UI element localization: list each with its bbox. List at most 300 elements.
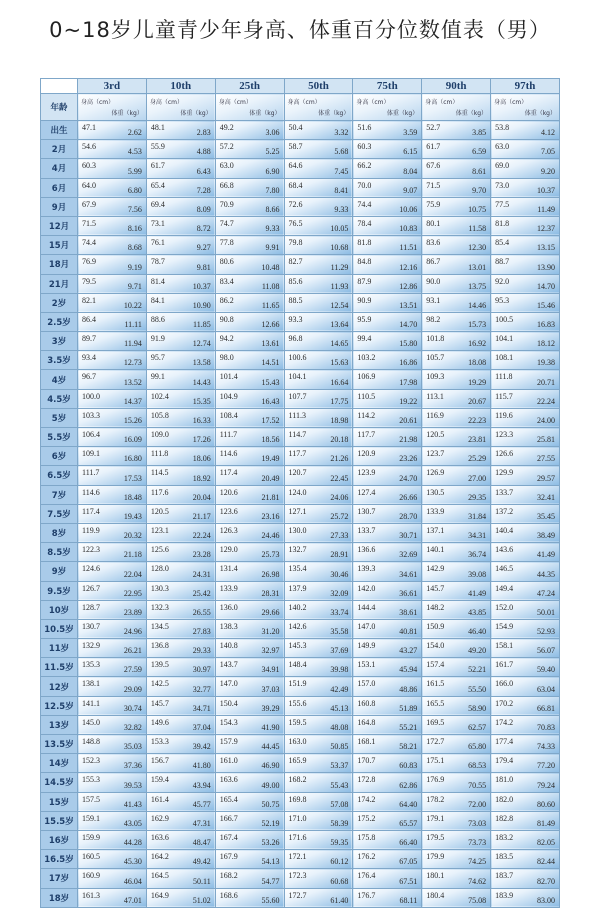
height-value: 140.4 (495, 525, 514, 535)
value-cell (215, 773, 284, 792)
weight-value: 9.91 (265, 243, 280, 253)
weight-value: 17.98 (399, 377, 418, 387)
value-cell (215, 370, 284, 389)
value-cell (353, 466, 422, 485)
age-cell: 14岁 (41, 754, 78, 773)
height-value: 110.5 (357, 391, 376, 401)
weight-value: 79.24 (537, 780, 555, 790)
value-cell (491, 562, 560, 581)
value-cell (215, 447, 284, 466)
height-value: 163.6 (219, 775, 238, 785)
value-cell (284, 428, 353, 447)
height-value: 155.6 (288, 698, 307, 708)
table-row (41, 332, 560, 351)
table-row (41, 888, 560, 907)
weight-value: 48.47 (192, 838, 211, 848)
value-cell (146, 735, 215, 754)
height-value: 174.2 (357, 794, 376, 804)
height-value: 183.5 (495, 852, 514, 862)
value-cell (353, 830, 422, 849)
height-value: 50.4 (288, 123, 303, 132)
height-value: 160.5 (82, 852, 100, 862)
height-value: 69.4 (150, 199, 165, 209)
age-cell: 9.5岁 (41, 581, 78, 600)
height-value: 182.0 (495, 794, 514, 804)
weight-value: 21.26 (330, 454, 349, 464)
height-value: 167.4 (219, 832, 238, 842)
value-cell (491, 773, 560, 792)
weight-value: 15.63 (330, 358, 349, 368)
unit-header-cell (146, 94, 215, 121)
height-value: 52.7 (426, 123, 441, 132)
weight-value: 6.15 (403, 147, 418, 157)
height-value: 114.7 (288, 430, 307, 439)
value-cell (78, 581, 147, 600)
height-value: 140.1 (426, 545, 445, 555)
height-value: 145.7 (426, 583, 445, 593)
weight-value: 83.00 (537, 895, 555, 905)
weight-value: 9.70 (472, 185, 487, 195)
value-cell (146, 370, 215, 389)
value-cell (78, 677, 147, 696)
value-cell (491, 408, 560, 427)
value-cell (78, 543, 147, 562)
height-value: 137.2 (495, 506, 514, 516)
weight-value: 28.31 (261, 588, 280, 598)
value-cell (78, 370, 147, 389)
value-cell (215, 888, 284, 907)
value-cell (78, 773, 147, 792)
height-value: 140.2 (288, 602, 307, 612)
height-value: 159.5 (288, 717, 307, 727)
value-cell (422, 888, 491, 907)
weight-value: 9.33 (265, 224, 280, 234)
height-value: 53.8 (495, 123, 510, 132)
weight-value: 4.12 (541, 128, 555, 138)
age-cell: 3岁 (41, 332, 78, 351)
weight-value: 15.73 (468, 320, 487, 330)
height-value: 183.2 (495, 832, 514, 842)
weight-unit-label: 体重（kg） (318, 110, 350, 117)
weight-value: 11.51 (399, 243, 418, 253)
weight-value: 19.38 (537, 358, 555, 368)
value-cell (78, 869, 147, 888)
weight-value: 18.98 (330, 416, 349, 425)
value-cell (284, 830, 353, 849)
table-row (41, 754, 560, 773)
weight-value: 68.11 (399, 895, 418, 905)
height-value: 111.7 (219, 430, 238, 439)
weight-value: 18.08 (468, 358, 487, 368)
value-cell (491, 850, 560, 869)
height-value: 104.9 (219, 391, 238, 401)
height-value: 106.9 (357, 372, 376, 382)
value-cell (353, 216, 422, 235)
weight-value: 37.03 (261, 684, 280, 694)
unit-header-cell (215, 94, 284, 121)
height-value: 88.5 (288, 295, 303, 305)
age-cell: 7.5岁 (41, 504, 78, 523)
age-cell: 14.5岁 (41, 773, 78, 792)
weight-value: 9.20 (541, 166, 555, 176)
percentile-header: 50th (284, 79, 353, 94)
weight-value: 26.98 (261, 569, 280, 579)
height-value: 71.5 (426, 180, 441, 190)
weight-value: 55.43 (330, 780, 349, 790)
height-value: 64.0 (82, 180, 96, 190)
age-cell: 5.5岁 (41, 428, 78, 447)
height-value: 73.0 (495, 180, 510, 190)
height-value: 88.6 (150, 314, 165, 324)
weight-value: 41.80 (192, 761, 211, 771)
age-cell: 8岁 (41, 523, 78, 542)
weight-value: 8.09 (196, 204, 211, 214)
height-value: 83.6 (426, 238, 441, 248)
height-value: 120.7 (288, 468, 307, 478)
weight-value: 57.08 (330, 799, 349, 809)
age-cell: 2月 (41, 140, 78, 159)
height-value: 103.2 (357, 353, 376, 363)
value-cell (353, 159, 422, 178)
table-row (41, 869, 560, 888)
weight-value: 25.73 (261, 550, 280, 560)
height-value: 123.7 (426, 449, 445, 459)
value-cell (284, 888, 353, 907)
weight-value: 12.30 (468, 243, 487, 253)
value-cell (215, 274, 284, 293)
height-value: 78.7 (150, 257, 165, 267)
value-cell (215, 619, 284, 638)
value-cell (78, 389, 147, 408)
weight-value: 13.01 (468, 262, 487, 272)
value-cell (146, 811, 215, 830)
weight-value: 53.26 (261, 838, 280, 848)
height-value: 165.9 (288, 756, 307, 766)
value-cell (353, 677, 422, 696)
value-cell (491, 428, 560, 447)
table-row (41, 773, 560, 792)
height-value: 86.2 (219, 295, 234, 305)
weight-value: 27.83 (192, 627, 211, 637)
value-cell (78, 197, 147, 216)
weight-value: 17.53 (123, 473, 142, 483)
table-body (41, 121, 560, 908)
value-cell (146, 581, 215, 600)
weight-value: 55.60 (261, 895, 280, 905)
value-cell (284, 447, 353, 466)
height-value: 111.8 (495, 372, 513, 382)
weight-value: 24.06 (330, 492, 349, 502)
weight-value: 54.77 (261, 876, 280, 886)
weight-value: 60.83 (399, 761, 418, 771)
height-value: 63.0 (495, 142, 510, 152)
age-cell: 15.5岁 (41, 811, 78, 830)
height-value: 159.9 (82, 832, 100, 842)
height-value: 142.6 (288, 621, 307, 631)
value-cell (215, 351, 284, 370)
value-cell (491, 811, 560, 830)
value-cell (491, 504, 560, 523)
height-value: 117.6 (150, 487, 169, 497)
age-cell: 4.5岁 (41, 389, 78, 408)
weight-value: 20.67 (468, 396, 487, 406)
value-cell (422, 485, 491, 504)
height-value: 142.0 (357, 583, 376, 593)
value-cell (284, 581, 353, 600)
weight-value: 34.61 (399, 569, 418, 579)
weight-value: 21.98 (399, 435, 418, 445)
weight-value: 18.56 (261, 435, 280, 445)
weight-value: 42.49 (330, 684, 349, 694)
value-cell (422, 293, 491, 312)
value-cell (422, 140, 491, 159)
weight-value: 22.04 (123, 569, 142, 579)
height-value: 161.3 (82, 890, 100, 900)
height-value: 70.0 (357, 180, 372, 190)
weight-value: 15.46 (537, 300, 555, 310)
height-value: 93.1 (426, 295, 441, 305)
height-value: 135.3 (82, 660, 100, 670)
value-cell (146, 773, 215, 792)
weight-value: 12.66 (261, 320, 280, 330)
value-cell (146, 696, 215, 715)
unit-header-row (41, 94, 560, 121)
value-cell (491, 677, 560, 696)
weight-value: 22.23 (468, 416, 487, 425)
height-value: 117.7 (288, 449, 307, 459)
weight-value: 38.49 (537, 531, 555, 541)
value-cell (353, 293, 422, 312)
height-value: 120.5 (426, 430, 445, 439)
age-cell: 5岁 (41, 408, 78, 427)
height-value: 77.5 (495, 199, 510, 209)
table-row (41, 274, 560, 293)
age-cell: 8.5岁 (41, 543, 78, 562)
weight-value: 65.80 (468, 742, 487, 752)
weight-value: 67.51 (399, 876, 418, 886)
weight-value: 11.29 (330, 262, 349, 272)
height-value: 145.0 (82, 717, 100, 727)
weight-value: 9.71 (127, 281, 142, 291)
weight-value: 13.61 (261, 339, 280, 349)
weight-value: 82.44 (537, 857, 555, 867)
value-cell (78, 485, 147, 504)
value-cell (422, 562, 491, 581)
height-value: 48.1 (150, 123, 165, 132)
height-value: 165.4 (219, 794, 238, 804)
value-cell (422, 370, 491, 389)
height-value: 157.9 (219, 737, 238, 746)
value-cell (146, 792, 215, 811)
height-value: 171.0 (288, 813, 307, 823)
value-cell (491, 735, 560, 754)
weight-unit-label: 体重（kg） (524, 110, 556, 117)
height-value: 90.0 (426, 276, 441, 286)
height-value: 129.9 (495, 468, 514, 478)
value-cell (353, 581, 422, 600)
height-value: 111.8 (150, 449, 169, 459)
height-value: 181.0 (495, 775, 514, 785)
weight-value: 39.42 (192, 742, 211, 752)
value-cell (491, 466, 560, 485)
weight-value: 12.73 (123, 358, 142, 368)
age-cell: 13.5岁 (41, 735, 78, 754)
weight-value: 52.19 (261, 818, 280, 828)
height-value: 157.4 (426, 660, 445, 670)
value-cell (422, 600, 491, 619)
height-value: 96.8 (288, 334, 303, 344)
age-cell: 12.5岁 (41, 696, 78, 715)
weight-value: 13.52 (123, 377, 142, 387)
weight-value: 47.24 (537, 588, 555, 598)
value-cell (491, 255, 560, 274)
weight-unit-label: 体重（kg） (111, 110, 143, 117)
value-cell (146, 677, 215, 696)
height-value: 172.3 (288, 871, 307, 881)
value-cell (491, 236, 560, 255)
value-cell (146, 869, 215, 888)
weight-value: 32.77 (192, 684, 211, 694)
height-value: 81.8 (357, 238, 372, 248)
weight-value: 47.01 (123, 895, 142, 905)
height-value: 127.1 (288, 506, 307, 516)
weight-value: 29.57 (537, 473, 555, 483)
value-cell (146, 888, 215, 907)
value-cell (146, 619, 215, 638)
table-row (41, 735, 560, 754)
height-value: 94.2 (219, 334, 234, 344)
value-cell (284, 869, 353, 888)
weight-value: 66.81 (537, 703, 555, 713)
weight-value: 48.08 (330, 723, 349, 732)
height-value: 123.3 (495, 430, 514, 439)
height-value: 167.9 (219, 852, 238, 862)
value-cell (215, 735, 284, 754)
weight-value: 45.77 (192, 799, 211, 809)
height-value: 172.1 (288, 852, 307, 862)
weight-value: 56.07 (537, 646, 555, 656)
weight-value: 13.90 (537, 262, 555, 272)
value-cell (146, 658, 215, 677)
value-cell (491, 370, 560, 389)
value-cell (284, 523, 353, 542)
value-cell (353, 332, 422, 351)
weight-value: 41.43 (123, 799, 142, 809)
height-value: 123.6 (219, 506, 238, 516)
weight-value: 29.33 (192, 646, 211, 656)
height-value: 63.0 (219, 161, 234, 171)
weight-value: 10.48 (261, 262, 280, 272)
weight-value: 31.20 (261, 627, 280, 637)
value-cell (215, 332, 284, 351)
height-value: 86.7 (426, 257, 441, 267)
height-value: 149.4 (495, 583, 514, 593)
height-value: 180.4 (426, 890, 445, 900)
weight-value: 47.31 (192, 818, 211, 828)
value-cell (353, 178, 422, 197)
weight-value: 60.12 (330, 857, 349, 867)
table-row (41, 428, 560, 447)
weight-value: 35.58 (330, 627, 349, 637)
weight-value: 43.27 (399, 646, 418, 656)
height-value: 96.7 (82, 372, 96, 382)
height-value: 166.0 (495, 679, 514, 689)
height-value: 183.9 (495, 890, 514, 900)
age-cell: 3.5岁 (41, 351, 78, 370)
height-value: 84.8 (357, 257, 372, 267)
value-cell (422, 792, 491, 811)
value-cell (284, 236, 353, 255)
weight-value: 10.37 (192, 281, 211, 291)
table-row (41, 351, 560, 370)
weight-value: 27.59 (123, 665, 142, 675)
height-value: 95.3 (495, 295, 510, 305)
weight-value: 49.00 (261, 780, 280, 790)
age-column-header: 年龄 (41, 94, 78, 121)
percentile-header: 10th (146, 79, 215, 94)
weight-value: 10.06 (399, 204, 418, 214)
height-unit-label: 身高（cm） (356, 99, 390, 106)
value-cell (146, 504, 215, 523)
age-cell: 18月 (41, 255, 78, 274)
height-value: 101.8 (426, 334, 445, 344)
weight-value: 10.90 (192, 300, 211, 310)
table-row (41, 830, 560, 849)
age-cell: 17岁 (41, 869, 78, 888)
value-cell (491, 581, 560, 600)
value-cell (78, 216, 147, 235)
value-cell (284, 255, 353, 274)
table-row (41, 216, 560, 235)
value-cell (422, 543, 491, 562)
age-cell: 12岁 (41, 677, 78, 696)
height-value: 51.6 (357, 123, 372, 132)
weight-value: 35.03 (123, 742, 142, 752)
height-value: 159.1 (82, 813, 100, 823)
value-cell (215, 159, 284, 178)
height-value: 171.6 (288, 832, 307, 842)
value-cell (491, 197, 560, 216)
height-value: 178.2 (426, 794, 445, 804)
height-value: 127.4 (357, 487, 376, 497)
height-value: 149.9 (357, 641, 376, 651)
height-value: 123.1 (150, 525, 169, 535)
height-value: 128.0 (150, 564, 169, 574)
weight-value: 60.68 (330, 876, 349, 886)
weight-value: 20.61 (399, 416, 418, 425)
value-cell (422, 869, 491, 888)
weight-value: 12.86 (399, 281, 418, 291)
height-value: 98.2 (426, 314, 441, 324)
height-unit-label: 身高（cm） (425, 99, 459, 106)
height-value: 91.9 (150, 334, 165, 344)
height-value: 82.1 (82, 295, 96, 305)
percentile-header: 75th (353, 79, 422, 94)
height-value: 142.9 (426, 564, 445, 574)
percentile-header: 97th (491, 79, 560, 94)
age-cell: 10岁 (41, 600, 78, 619)
height-value: 79.8 (288, 238, 303, 248)
value-cell (284, 159, 353, 178)
percentile-header: 3rd (78, 79, 147, 94)
height-value: 117.4 (219, 468, 238, 478)
value-cell (78, 293, 147, 312)
weight-value: 8.68 (127, 243, 142, 253)
value-cell (78, 121, 147, 140)
value-cell (78, 696, 147, 715)
height-value: 136.8 (150, 641, 169, 651)
weight-value: 18.48 (123, 492, 142, 502)
